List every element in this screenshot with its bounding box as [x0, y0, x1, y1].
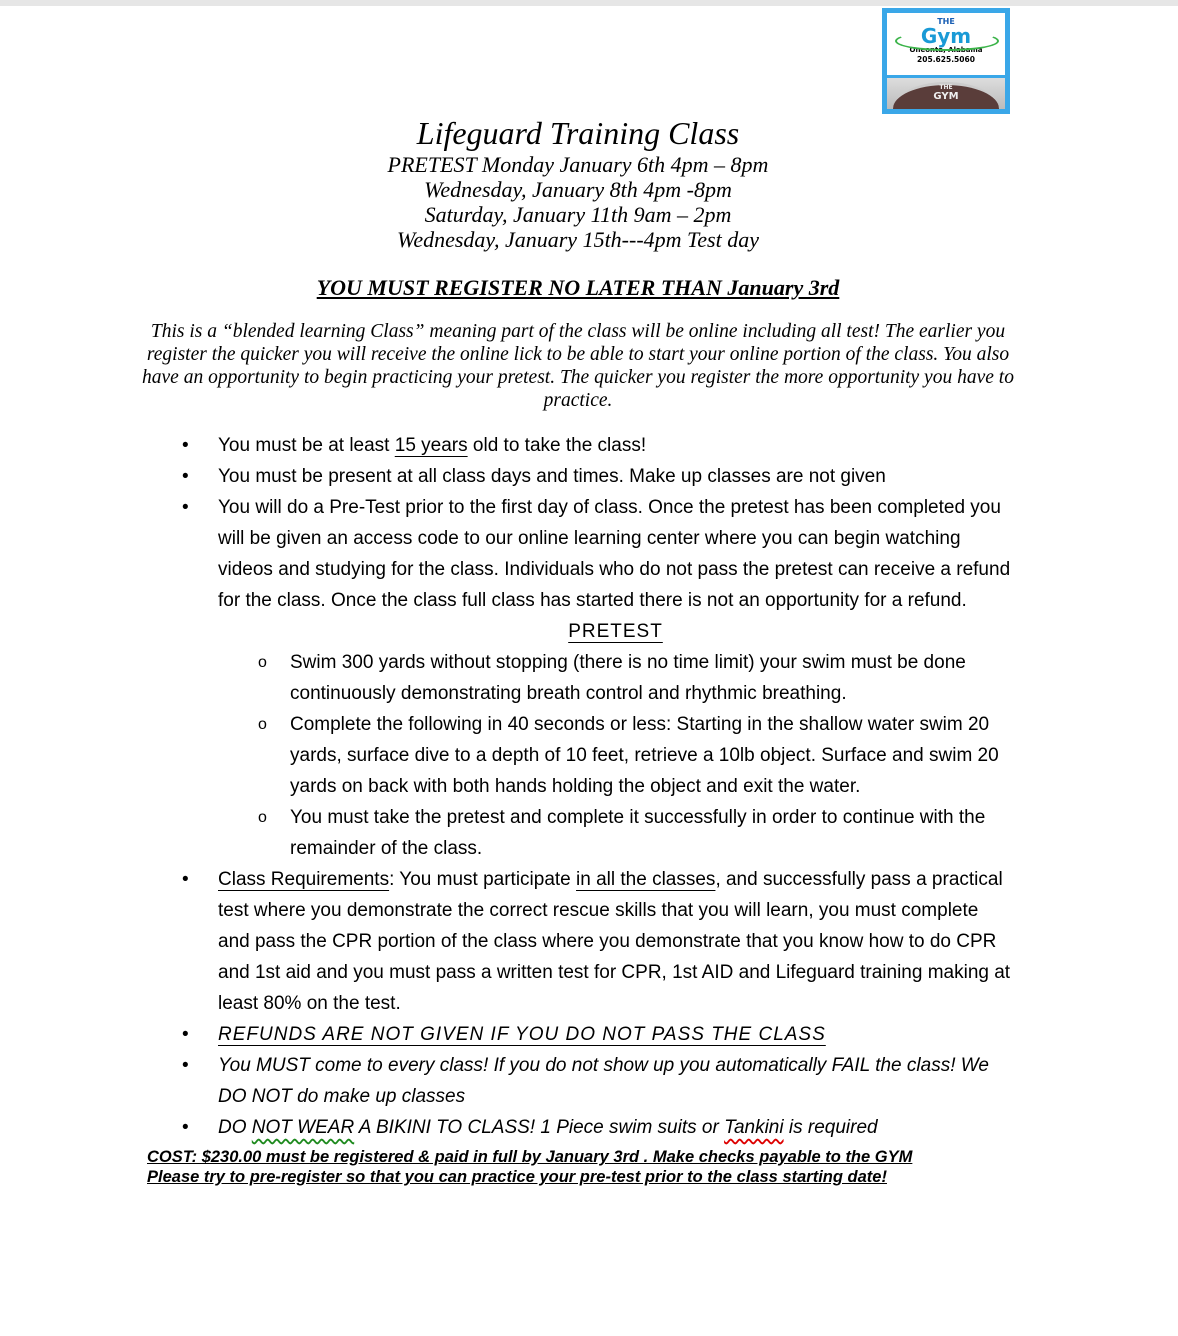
list-item: • You MUST come to every class! If you do not show up you automatically FAIL the class! We DO NOT do make up classes: [182, 1055, 989, 1107]
list-item: • You must be at least 15 years old to take the class!: [182, 435, 647, 456]
list-item: • You will do a Pre-Test prior to the first day of class. Once the pretest has been completed you will be given an access code to our online learning center where you can begin watching videos and studying for the class. Individuals who do not pass the pretest can receive a refund for the class. Once the class full class has started there is not an opportunity for a refund.: [182, 497, 1011, 611]
preregister-line: Please try to pre-register so that you can practice your pre-test prior to the class starting date!: [147, 1168, 887, 1186]
logo-gym: Gym: [920, 24, 972, 48]
page-title: Lifeguard Training Class: [416, 115, 740, 151]
schedule-line: PRETEST Monday January 6th 4pm – 8pm: [387, 152, 769, 177]
pretest-heading: PRETEST: [568, 621, 663, 642]
list-item: • You must be present at all class days and times. Make up classes are not given: [182, 466, 886, 487]
schedule-line: Wednesday, January 8th 4pm -8pm: [424, 177, 732, 202]
pretest-item: o You must take the pretest and complete it successfully in order to continue with the remainder of the class.: [258, 807, 986, 859]
schedule-line: Saturday, January 11th 9am – 2pm: [424, 202, 732, 227]
sign-gym: GYM: [933, 91, 959, 102]
list-item: • REFUNDS ARE NOT GIVEN IF YOU DO NOT PASS THE CLASS: [182, 1024, 826, 1045]
pretest-item: o Swim 300 yards without stopping (there is no time limit) your swim must be done continuously demonstrating breath control and rhythmic breathing.: [258, 652, 966, 704]
register-notice: YOU MUST REGISTER NO LATER THAN January 3rd: [316, 275, 840, 300]
requirements-list: [182, 430, 1013, 1143]
pretest-item: o Complete the following in 40 seconds or less: Starting in the shallow water swim 20 yards, surface dive to a depth of 10 feet, retrieve a 10lb object. Surface and swim 20 yards on back with both hands holding the object and exit the water.: [258, 714, 999, 797]
cost-line: COST: $230.00 must be registered & paid in full by January 3rd . Make checks payable to the GYM: [147, 1148, 913, 1166]
logo-phone: 205.625.5060: [917, 55, 975, 64]
list-item: • DO NOT WEAR A BIKINI TO CLASS! 1 Piece swim suits or Tankini is required: [182, 1117, 878, 1138]
intro-paragraph: This is a “blended learning Class” meaning part of the class will be online including all test! The earlier you register the quicker you will receive the online lick to be able to start your online portion of the class. You also have an opportunity to begin practicing your pretest. The quicker you register the more opportunity you have to practice.: [142, 321, 1014, 411]
list-item: • Class Requirements: You must participate in all the classes, and successfully pass a practical test where you demonstrate the correct rescue skills that you will learn, you must complete and pass the CPR portion of the class where you demonstrate that you know how to do CPR and 1st aid and you must pass a written test for CPR, 1st AID and Lifeguard training making at least 80% on the test.: [182, 869, 1011, 1014]
schedule-line: Wednesday, January 15th---4pm Test day: [397, 227, 759, 252]
cost-notice: [147, 1147, 1027, 1187]
logo-the: THE: [937, 17, 955, 26]
logo-city: Oneonta, Alabama: [909, 46, 983, 54]
sign-the: THE: [939, 84, 953, 91]
